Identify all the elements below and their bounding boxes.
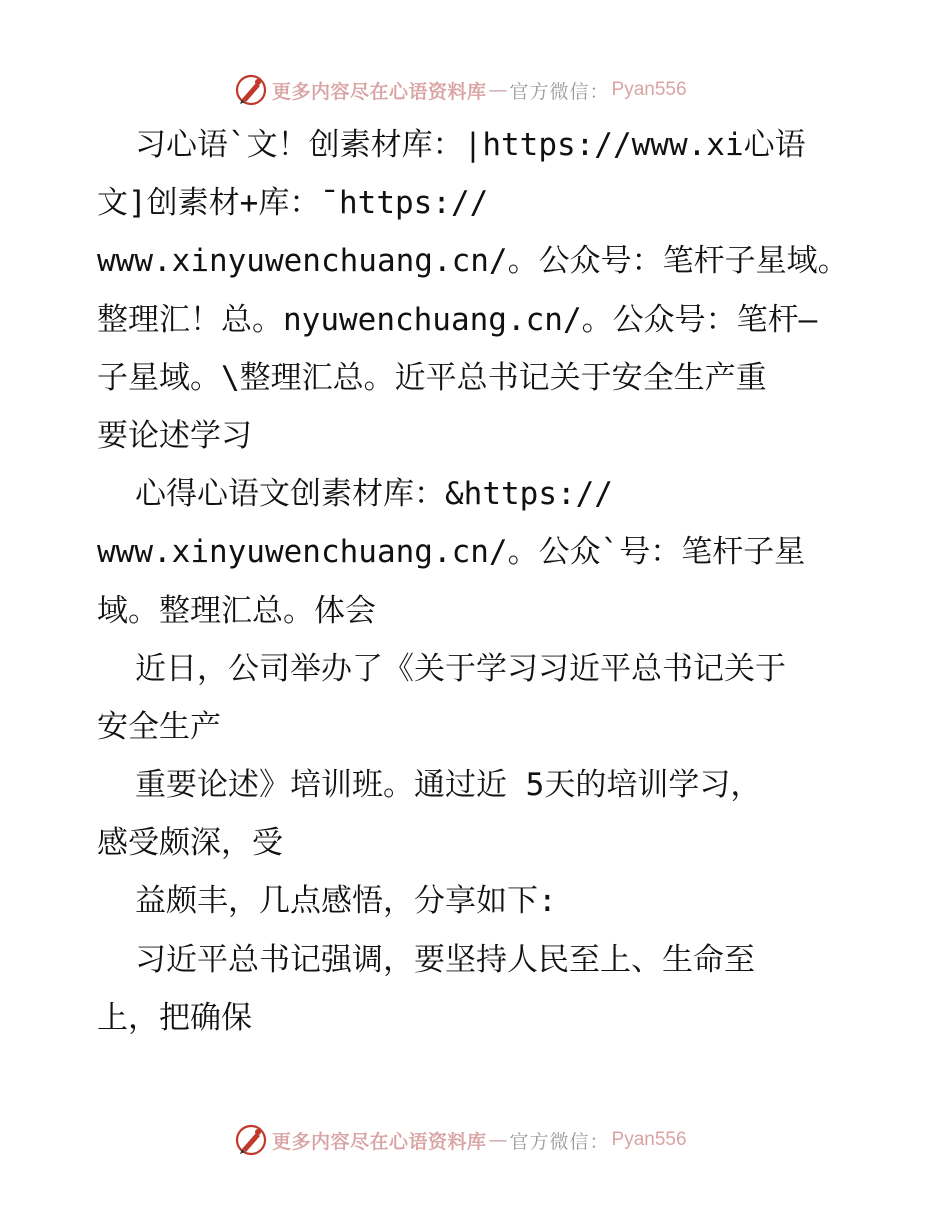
text-line: 上，把确保 (97, 999, 252, 1036)
text-line: 益颇丰，几点感悟，分享如下: (135, 883, 557, 920)
text-line: 域。整理汇总。体会 (97, 592, 376, 629)
text-line: 要论述学习 (97, 417, 252, 454)
text-line: 心得心语文创素材库：&https:// (135, 476, 613, 513)
pen-logo-icon (234, 1123, 268, 1157)
footer-banner-text: 更多内容尽在心语资料库 (272, 1130, 487, 1153)
document-body (97, 116, 877, 1047)
header-banner-text: 更多内容尽在心语资料库 (272, 80, 487, 103)
text-line: 整理汇！总。nyuwenchuang.cn/。公众号：笔杆— (97, 301, 818, 338)
text-line: 重要论述》培训班。通过近 5天的培训学习， (135, 767, 762, 804)
text-line: 安全生产 (97, 708, 221, 745)
text-line: www.xinyuwenchuang.cn/。公众`号：笔杆子星 (97, 534, 806, 571)
header-banner-dash: — (488, 79, 508, 101)
text-line: 习近平总书记强调，要坚持人民至上、生命至 (135, 941, 755, 978)
text-line: 子星域。\整理汇总。近平总书记关于安全生产重 (97, 359, 767, 396)
header-wechat-id: Pyan556 (611, 79, 687, 100)
header-banner (234, 72, 687, 108)
pen-logo-icon (234, 73, 268, 107)
text-line: 近日，公司举办了《关于学习习近平总书记关于 (135, 650, 786, 687)
text-line: 感受颇深，受 (97, 825, 283, 862)
footer-wechat-id: Pyan556 (611, 1129, 687, 1150)
header-wechat-label: 官方微信： (509, 80, 610, 103)
text-line: 习心语`文！创素材库：|https://www.xi心语 (135, 127, 806, 163)
text-line: 文]创素材+库：¯https:// (97, 185, 489, 222)
text-line: www.xinyuwenchuang.cn/。公众号：笔杆子星域。 (97, 243, 849, 280)
footer-banner (234, 1122, 687, 1158)
footer-wechat-label: 官方微信： (509, 1130, 610, 1153)
footer-banner-dash: — (488, 1129, 508, 1151)
